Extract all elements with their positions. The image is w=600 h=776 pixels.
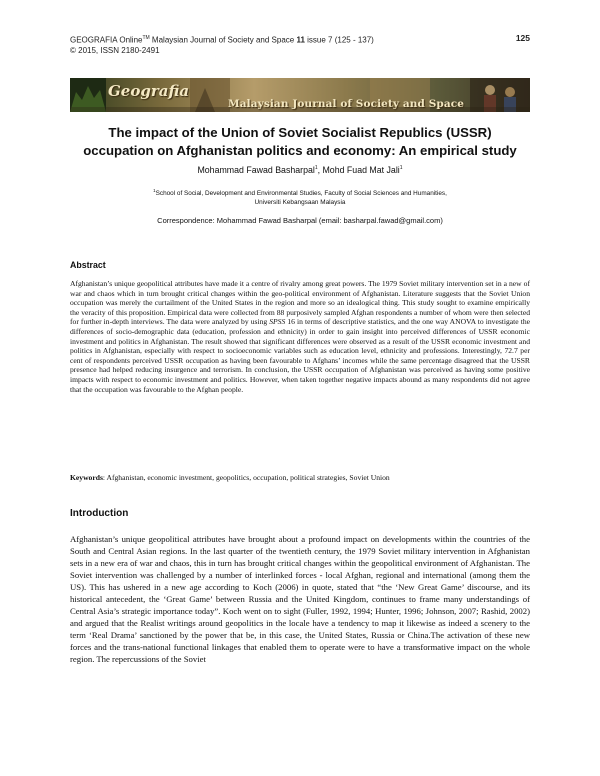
- title-line-2: occupation on Afghanistan politics and economy: An empirical study: [83, 143, 517, 158]
- copyright-line: © 2015, ISSN 2180-2491: [70, 45, 160, 55]
- author-separator: ,: [317, 165, 323, 175]
- affil-line-2: Universiti Kebangsaan Malaysia: [254, 198, 346, 206]
- journal-subtitle: Malaysian Journal of Society and Space: [149, 35, 297, 45]
- geografia-logo-text: Geografia: [108, 82, 190, 100]
- banner-subtitle: Malaysian Journal of Society and Space: [228, 98, 464, 110]
- author-2: Mohd Fuad Mat Jali: [322, 165, 400, 175]
- affil-line-1: School of Social, Development and Environmental Studies, Faculty of Social Sciences and Humanities,: [155, 190, 447, 198]
- title-line-1: The impact of the Union of Soviet Socialist Republics (USSR): [108, 125, 492, 140]
- journal-issue: issue 7 (125 - 137): [304, 35, 374, 45]
- abstract-spss: SPSS: [269, 317, 286, 327]
- introduction-heading: Introduction: [70, 508, 129, 519]
- keywords: [70, 473, 530, 483]
- journal-banner: [70, 78, 530, 112]
- journal-name: GEOGRAFIA Online: [70, 35, 143, 45]
- affil-mark: 1: [153, 188, 156, 193]
- abstract-text-a: Afghanistan’s unique geopolitical attributes have made it a centre of rivalry among great powers. The 1979 Soviet military intervention set in a new of war and chaos which in turn brought critical changes within the geo-political environment of Afghanistan. Literature suggests that the Soviet Union occupation was merely the curtailment of the United States in the region and more so an idealogical thing. This study sought to examine empirically the veracity of this proposition. Empirical data were collected from 88 purposively sampled Afghan respondents a number of whom were then selected for further in-depth interviews. The data were analyzed by using: [70, 279, 530, 327]
- author-1-affil-mark: 1: [314, 165, 318, 172]
- affiliation: [70, 187, 530, 207]
- author-1: Mohammad Fawad Basharpal: [197, 165, 315, 175]
- correspondence: Correspondence: Mohammad Fawad Basharpal (email: basharpal.fawad@gmail.com): [157, 216, 443, 225]
- journal-volume: 11: [296, 35, 305, 45]
- author-list: [70, 165, 530, 175]
- journal-header: [70, 33, 530, 56]
- trademark-mark: TM: [142, 35, 150, 41]
- abstract-body: [70, 279, 530, 394]
- keywords-label: Keywords: [70, 473, 103, 482]
- keywords-list: : Afghanistan, economic investment, geopolitics, occupation, political strategies, Soviet Union: [102, 473, 390, 482]
- paper-title: [70, 124, 530, 160]
- page-number: 125: [515, 33, 530, 43]
- abstract-heading: Abstract: [70, 260, 106, 270]
- abstract-text-b: 16 in terms of descriptive statistics, and the one way ANOVA to investigate the differences of socio-demographic data (education, profession and ethnicity) in order to gain insight into perceived differences of USSR economic investment and politics in Afghanistan. The result showed that significant differences were observed as a result of the USSR economic investment and politics in Afghanistan, especially with respect to socioeconomic variables such as education level, ethnicity and professions. Interestingly, 72.7 per cent of respondents perceived USSR occupation as having been favourable to Afghans’ incomes while the same percentage disagreed that the USSR presence had helped reducing insurgence and terrorism. In conclusion, the USSR occupation of Afghanistan was perceived as having some positive impacts with respect to economic investment and politics. However, when taken together negative impacts abound as many respondents did not agree that the occupation was favourable to the Afghan people.: [70, 317, 530, 394]
- introduction-body: Afghanistan’s unique geopolitical attributes have brought about a profound impact on developments within the countries of the South and Central Asian regions. In the last quarter of the twentieth century, the 1979 Soviet military intervention in Afghanistan sets in a new era of war and chaos, this in turn has brought critical changes within the geopolitical environment of Afghanistan. The Soviet intervention was challenged by a number of interlinked forces - local Afghan, regional and international (among them the US). This has ushered in a new age according to Koch (2006) in quote, stated that “the ‘New Great Game’ discourse, and its historical antecedent, the ‘Great Game’ between Russia and the United Kingdom, continues to frame many understandings of Central Asia’s strategic importance today”. Koch went on to sight (Fuller, 1992, 1994; Hunter, 1996; Johnson, 2007; Rashid, 2002) and argued that the Realist writings around geopolitics in the locale have a tendency to map it likewise as indeed a scenery to the term ‘Real Drama’ sanctioned by the power that be, in this case, the United States, Russia or China.The activation of these new forces and the trans-national functional linkages that enabled them to operate were to have a transformative impact on the whole region. The repercussions of the Soviet: [70, 534, 530, 664]
- author-2-affil-mark: 1: [399, 165, 403, 172]
